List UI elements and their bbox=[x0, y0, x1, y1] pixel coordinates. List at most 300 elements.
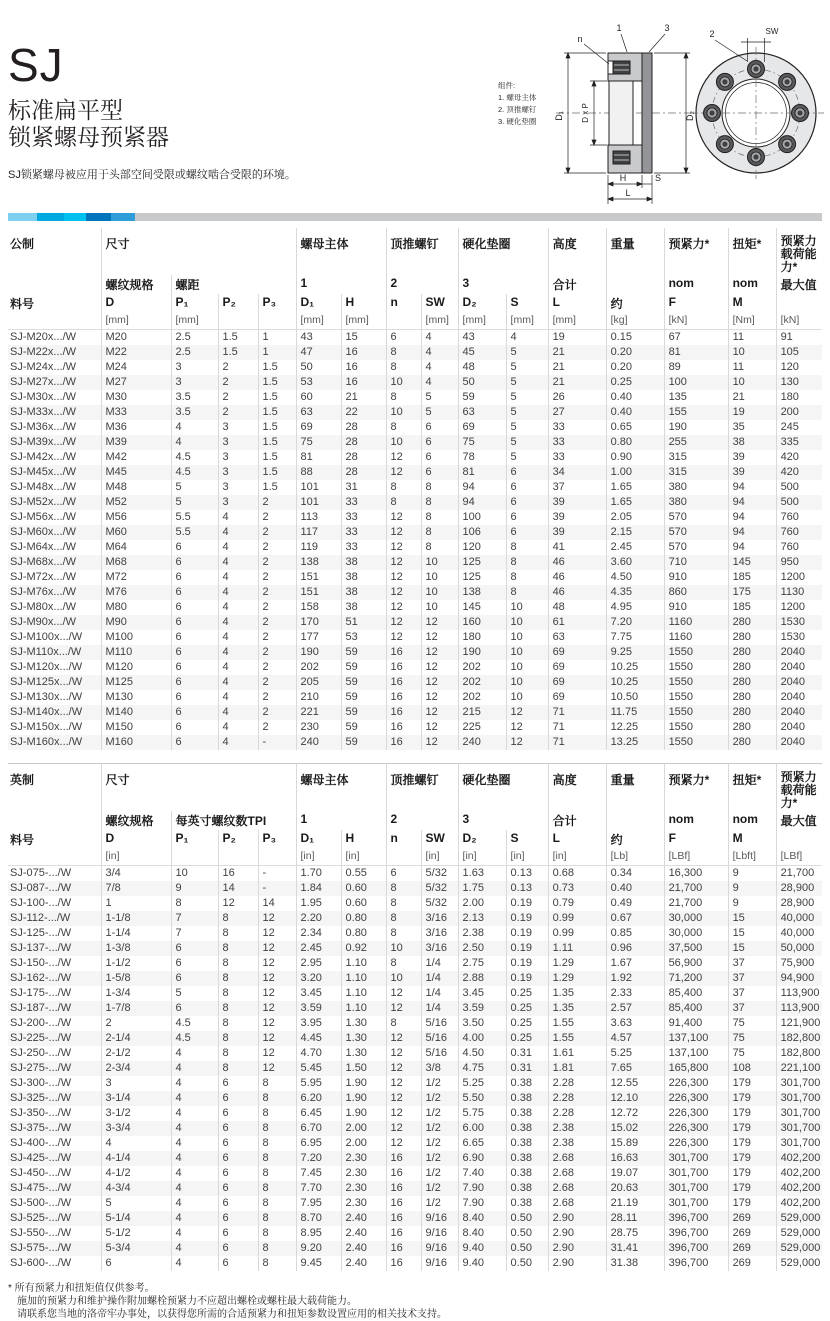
blank-cell bbox=[258, 849, 296, 866]
table-cell: 1.5 bbox=[258, 435, 296, 450]
table-cell: 2.90 bbox=[548, 1226, 606, 1241]
table-cell: 15 bbox=[728, 911, 776, 926]
table-cell: 1550 bbox=[664, 645, 728, 660]
table-cell: 12 bbox=[421, 645, 458, 660]
table-cell: 3 bbox=[218, 450, 258, 465]
table-cell: 10.25 bbox=[606, 660, 664, 675]
table-cell: 59 bbox=[341, 660, 386, 675]
table-cell: 2 bbox=[258, 510, 296, 525]
table-cell: 6.65 bbox=[458, 1136, 506, 1151]
table-cell: 12 bbox=[258, 1061, 296, 1076]
table-cell: M160 bbox=[101, 735, 171, 750]
table-cell: 37 bbox=[728, 1001, 776, 1016]
sub-nom-preload: nom bbox=[664, 811, 728, 830]
table-cell: 1/2 bbox=[421, 1091, 458, 1106]
table-cell: 8 bbox=[386, 345, 421, 360]
table-cell: 1550 bbox=[664, 735, 728, 750]
table-cell: 4 bbox=[506, 330, 548, 346]
table-cell: 8 bbox=[386, 881, 421, 896]
table-cell: 1530 bbox=[776, 615, 822, 630]
table-cell: 145 bbox=[728, 555, 776, 570]
table-cell: 12 bbox=[386, 1136, 421, 1151]
table-cell: 5 bbox=[506, 345, 548, 360]
product-description: SJ锁紧螺母被应用于头部空间受限或螺纹啮合受限的环境。 bbox=[8, 169, 296, 181]
table-cell: 315 bbox=[664, 465, 728, 480]
table-cell: 280 bbox=[728, 645, 776, 660]
table-cell: SJ-M140x.../W bbox=[10, 706, 83, 718]
callout-label-washer: 3 bbox=[664, 23, 670, 33]
table-cell: 4 bbox=[218, 675, 258, 690]
table-cell: 16 bbox=[386, 1166, 421, 1181]
table-cell: 2.57 bbox=[606, 1001, 664, 1016]
table-cell: 16 bbox=[218, 866, 258, 882]
table-cell: 9.40 bbox=[458, 1241, 506, 1256]
table-cell: 16 bbox=[341, 360, 386, 375]
table-cell: 4 bbox=[171, 1091, 218, 1106]
table-row bbox=[8, 435, 822, 450]
table-cell: 3-1/2 bbox=[101, 1106, 171, 1121]
table-cell: SJ-137-.../W bbox=[10, 942, 72, 954]
table-cell: 63 bbox=[458, 405, 506, 420]
table-cell: 106 bbox=[458, 525, 506, 540]
table-cell: 6 bbox=[171, 615, 218, 630]
table-cell: 6.20 bbox=[296, 1091, 341, 1106]
table-cell: 1.35 bbox=[548, 1001, 606, 1016]
table-cell: 9/16 bbox=[421, 1226, 458, 1241]
table-cell: 125 bbox=[458, 570, 506, 585]
table-cell: 0.13 bbox=[506, 866, 548, 882]
table-cell: 2.45 bbox=[296, 941, 341, 956]
table-row bbox=[8, 585, 822, 600]
table-row bbox=[8, 941, 822, 956]
table-cell: 5-3/4 bbox=[101, 1241, 171, 1256]
table-cell: 81 bbox=[458, 465, 506, 480]
table-cell: SJ-125-.../W bbox=[10, 927, 72, 939]
table-cell: 94 bbox=[458, 480, 506, 495]
group-size: 尺寸 bbox=[101, 228, 296, 275]
table-cell: 4 bbox=[218, 630, 258, 645]
table-cell: 8 bbox=[386, 420, 421, 435]
table-cell: M120 bbox=[101, 660, 171, 675]
table-cell: 6 bbox=[218, 1136, 258, 1151]
table-cell: 33 bbox=[548, 420, 606, 435]
table-cell: 221 bbox=[296, 705, 341, 720]
table-cell: 40,000 bbox=[776, 926, 822, 941]
table-cell: 11 bbox=[728, 360, 776, 375]
col-s: S bbox=[506, 830, 548, 849]
table-cell: 1200 bbox=[776, 600, 822, 615]
table-cell: 9.40 bbox=[458, 1256, 506, 1271]
table-cell: 5 bbox=[506, 420, 548, 435]
blank-cell bbox=[8, 275, 101, 294]
table-cell: 6 bbox=[506, 525, 548, 540]
table-cell: 14 bbox=[258, 896, 296, 911]
table-cell: 37 bbox=[728, 986, 776, 1001]
legend-item-nut-body: 1. 螺母主体 bbox=[498, 93, 537, 102]
table-cell: 7.70 bbox=[296, 1181, 341, 1196]
unit-weight: [kg] bbox=[606, 313, 664, 330]
table-row bbox=[8, 1106, 822, 1121]
table-cell: 2.13 bbox=[458, 911, 506, 926]
unit-h: [in] bbox=[341, 849, 386, 866]
table-cell: 1.5 bbox=[258, 480, 296, 495]
table-cell: 12 bbox=[386, 600, 421, 615]
table-cell: 15.89 bbox=[606, 1136, 664, 1151]
table-cell: 21 bbox=[548, 360, 606, 375]
table-cell: 16,300 bbox=[664, 866, 728, 882]
table-cell: 280 bbox=[728, 660, 776, 675]
group-capacity: 预紧力载荷能力* bbox=[776, 228, 822, 275]
table-cell: 34 bbox=[548, 465, 606, 480]
metric-unit-header-row bbox=[8, 313, 822, 330]
table-cell: 6 bbox=[171, 971, 218, 986]
table-cell: SJ-M39x.../W bbox=[10, 436, 77, 448]
table-cell: 6 bbox=[506, 510, 548, 525]
table-cell: 61 bbox=[548, 615, 606, 630]
table-cell: 63 bbox=[296, 405, 341, 420]
table-cell: 2.34 bbox=[296, 926, 341, 941]
table-cell: 0.34 bbox=[606, 866, 664, 882]
table-cell: 6 bbox=[506, 465, 548, 480]
imperial-table bbox=[8, 763, 822, 1271]
table-cell: 2.30 bbox=[341, 1166, 386, 1181]
table-cell: 69 bbox=[458, 420, 506, 435]
table-cell: 0.50 bbox=[506, 1226, 548, 1241]
table-cell: 0.31 bbox=[506, 1061, 548, 1076]
table-cell: 7.20 bbox=[606, 615, 664, 630]
table-cell: 12 bbox=[421, 615, 458, 630]
table-row bbox=[8, 675, 822, 690]
table-row bbox=[8, 1136, 822, 1151]
footnote-1: * 所有预紧力和扭矩值仅供参考。 bbox=[8, 1283, 155, 1294]
table-cell: 85,400 bbox=[664, 986, 728, 1001]
unit-d1: [mm] bbox=[296, 313, 341, 330]
blank-cell bbox=[218, 849, 258, 866]
table-cell: 12 bbox=[258, 1031, 296, 1046]
table-cell: 12 bbox=[386, 1046, 421, 1061]
table-cell: 2.50 bbox=[458, 941, 506, 956]
table-cell: M72 bbox=[101, 570, 171, 585]
table-cell: 1-1/4 bbox=[101, 926, 171, 941]
table-cell: 3/8 bbox=[421, 1061, 458, 1076]
table-cell: 5/16 bbox=[421, 1046, 458, 1061]
table-cell: 16 bbox=[341, 345, 386, 360]
col-m: M bbox=[728, 830, 776, 849]
table-cell: 151 bbox=[296, 585, 341, 600]
table-cell: 113,900 bbox=[776, 1001, 822, 1016]
col-d: D bbox=[101, 294, 171, 313]
imperial-group-header-row bbox=[8, 764, 822, 812]
table-cell: 8 bbox=[421, 510, 458, 525]
table-cell: 4 bbox=[218, 720, 258, 735]
table-cell: 2.95 bbox=[296, 956, 341, 971]
table-row bbox=[8, 525, 822, 540]
col-l: L bbox=[548, 830, 606, 849]
table-cell: 1.10 bbox=[341, 1001, 386, 1016]
table-cell: 19.07 bbox=[606, 1166, 664, 1181]
table-cell: 88 bbox=[296, 465, 341, 480]
table-cell: 4 bbox=[218, 525, 258, 540]
table-cell: 280 bbox=[728, 630, 776, 645]
table-cell: 2 bbox=[101, 1016, 171, 1031]
table-cell: 5 bbox=[171, 986, 218, 1001]
subtitle-line-1: 标准扁平型 bbox=[8, 97, 123, 123]
table-cell: SJ-425-.../W bbox=[10, 1152, 72, 1164]
table-cell: 8 bbox=[218, 1016, 258, 1031]
table-cell: 0.38 bbox=[506, 1121, 548, 1136]
nut-bore bbox=[609, 81, 633, 145]
table-cell: 101 bbox=[296, 495, 341, 510]
table-cell: 5 bbox=[506, 360, 548, 375]
table-row bbox=[8, 1241, 822, 1256]
table-cell: 4 bbox=[171, 1121, 218, 1136]
table-cell: 6 bbox=[171, 675, 218, 690]
table-cell: 8 bbox=[218, 941, 258, 956]
table-cell: 0.19 bbox=[506, 941, 548, 956]
table-cell: 46 bbox=[548, 555, 606, 570]
table-cell: 4 bbox=[171, 1211, 218, 1226]
table-cell: 255 bbox=[664, 435, 728, 450]
table-cell: 2.88 bbox=[458, 971, 506, 986]
table-cell: 4 bbox=[218, 705, 258, 720]
table-cell: 12 bbox=[258, 986, 296, 1001]
screw bbox=[779, 73, 796, 90]
table-cell: 11 bbox=[728, 330, 776, 346]
table-cell: 20.63 bbox=[606, 1181, 664, 1196]
table-cell: 12 bbox=[386, 510, 421, 525]
table-cell: 6 bbox=[421, 420, 458, 435]
table-row bbox=[8, 971, 822, 986]
dim-label-dxp: D x P bbox=[581, 103, 590, 123]
table-cell: 94 bbox=[728, 495, 776, 510]
table-cell: 38 bbox=[341, 585, 386, 600]
table-cell: SJ-500-.../W bbox=[10, 1197, 72, 1209]
table-cell: 5.75 bbox=[458, 1106, 506, 1121]
table-cell: 21 bbox=[548, 345, 606, 360]
table-cell: 5 bbox=[506, 390, 548, 405]
technical-drawing bbox=[488, 16, 830, 212]
table-cell: 10.50 bbox=[606, 690, 664, 705]
table-cell: 1/2 bbox=[421, 1166, 458, 1181]
table-cell: 6 bbox=[218, 1241, 258, 1256]
table-cell: 2.40 bbox=[341, 1226, 386, 1241]
imperial-symbol-header-row bbox=[8, 830, 822, 849]
table-cell: 402,200 bbox=[776, 1151, 822, 1166]
table-cell: 33 bbox=[548, 435, 606, 450]
table-cell: 2.30 bbox=[341, 1196, 386, 1211]
table-cell: 21,700 bbox=[664, 881, 728, 896]
table-cell: 8 bbox=[421, 480, 458, 495]
unit-d2: [in] bbox=[458, 849, 506, 866]
table-cell: SJ-225-.../W bbox=[10, 1032, 72, 1044]
table-cell: 75 bbox=[728, 1046, 776, 1061]
table-cell: 59 bbox=[341, 645, 386, 660]
table-row bbox=[8, 1166, 822, 1181]
table-cell: 15.02 bbox=[606, 1121, 664, 1136]
table-cell: 160 bbox=[458, 615, 506, 630]
col-p3: P₃ bbox=[258, 830, 296, 849]
sub-thread-spec: 螺纹规格 bbox=[101, 275, 171, 294]
table-cell: 41 bbox=[548, 540, 606, 555]
table-cell: 21,700 bbox=[664, 896, 728, 911]
table-cell: 28 bbox=[341, 420, 386, 435]
table-cell: 1.81 bbox=[548, 1061, 606, 1076]
table-cell: 12 bbox=[506, 705, 548, 720]
table-cell: 11.75 bbox=[606, 705, 664, 720]
table-cell: SJ-550-.../W bbox=[10, 1227, 72, 1239]
table-cell: 4 bbox=[171, 1181, 218, 1196]
table-cell: 1.35 bbox=[548, 986, 606, 1001]
table-cell: 50 bbox=[296, 360, 341, 375]
table-cell: 7.45 bbox=[296, 1166, 341, 1181]
table-cell: 71 bbox=[548, 705, 606, 720]
table-cell: 226,300 bbox=[664, 1136, 728, 1151]
table-cell: 39 bbox=[548, 495, 606, 510]
table-cell: 301,700 bbox=[776, 1136, 822, 1151]
table-cell: 1 bbox=[101, 896, 171, 911]
table-cell: 33 bbox=[548, 450, 606, 465]
table-cell: M52 bbox=[101, 495, 171, 510]
screw bbox=[792, 105, 809, 122]
table-cell: 6 bbox=[171, 570, 218, 585]
table-cell: 16 bbox=[386, 645, 421, 660]
table-cell: 2.5 bbox=[171, 330, 218, 346]
table-cell: 6 bbox=[218, 1091, 258, 1106]
table-cell: 202 bbox=[458, 690, 506, 705]
table-cell: 1550 bbox=[664, 675, 728, 690]
table-cell: 2.38 bbox=[458, 926, 506, 941]
table-cell: 380 bbox=[664, 480, 728, 495]
table-row bbox=[8, 866, 822, 882]
table-cell: 2.38 bbox=[548, 1121, 606, 1136]
table-cell: M150 bbox=[101, 720, 171, 735]
table-cell: 0.19 bbox=[506, 896, 548, 911]
table-cell: 1.55 bbox=[548, 1016, 606, 1031]
table-cell: 301,700 bbox=[776, 1106, 822, 1121]
table-cell: 301,700 bbox=[776, 1091, 822, 1106]
table-cell: 1.90 bbox=[341, 1106, 386, 1121]
table-cell: 2.28 bbox=[548, 1106, 606, 1121]
sub-thread-spec: 螺纹规格 bbox=[101, 811, 171, 830]
group-preload: 预紧力* bbox=[664, 764, 728, 812]
table-row bbox=[8, 720, 822, 735]
table-cell: 10 bbox=[728, 375, 776, 390]
table-cell: SJ-075-.../W bbox=[10, 867, 72, 879]
table-cell: 6 bbox=[101, 1256, 171, 1271]
table-cell: 1.70 bbox=[296, 866, 341, 882]
screw bbox=[748, 61, 765, 78]
table-cell: 2040 bbox=[776, 660, 822, 675]
table-cell: 1-1/8 bbox=[101, 911, 171, 926]
table-row bbox=[8, 615, 822, 630]
table-cell: - bbox=[258, 866, 296, 882]
unit-sw: [in] bbox=[421, 849, 458, 866]
table-cell: 3-1/4 bbox=[101, 1091, 171, 1106]
table-cell: SJ-112-.../W bbox=[10, 912, 71, 924]
table-cell: 85,400 bbox=[664, 1001, 728, 1016]
table-cell: 60 bbox=[296, 390, 341, 405]
sub-max: 最大值 bbox=[776, 811, 822, 830]
table-cell: 59 bbox=[341, 720, 386, 735]
table-cell: 0.20 bbox=[606, 360, 664, 375]
table-cell: 1-3/8 bbox=[101, 941, 171, 956]
table-cell: 12 bbox=[386, 1121, 421, 1136]
table-cell: M22 bbox=[101, 345, 171, 360]
table-cell: 75,900 bbox=[776, 956, 822, 971]
table-cell: 8 bbox=[386, 896, 421, 911]
table-cell: 0.55 bbox=[341, 866, 386, 882]
table-cell: SJ-M45x.../W bbox=[10, 466, 77, 478]
table-cell: 3.20 bbox=[296, 971, 341, 986]
table-cell: 47 bbox=[296, 345, 341, 360]
table-cell: 53 bbox=[296, 375, 341, 390]
table-cell: 12 bbox=[421, 630, 458, 645]
table-cell: 5 bbox=[421, 405, 458, 420]
table-cell: 185 bbox=[728, 600, 776, 615]
table-cell: 1.65 bbox=[606, 495, 664, 510]
table-cell: 28.75 bbox=[606, 1226, 664, 1241]
footnotes bbox=[8, 1282, 822, 1321]
table-cell: 2 bbox=[258, 630, 296, 645]
table-cell: 2 bbox=[218, 390, 258, 405]
table-cell: 6 bbox=[218, 1196, 258, 1211]
table-cell: 0.40 bbox=[606, 881, 664, 896]
table-cell: 100 bbox=[664, 375, 728, 390]
table-cell: 6 bbox=[218, 1211, 258, 1226]
table-cell: 225 bbox=[458, 720, 506, 735]
table-cell: 2040 bbox=[776, 735, 822, 750]
sub-item-2: 2 bbox=[386, 275, 458, 294]
table-cell: 4.75 bbox=[458, 1061, 506, 1076]
table-cell: 12 bbox=[386, 450, 421, 465]
table-cell: 8 bbox=[421, 525, 458, 540]
table-cell: 6 bbox=[171, 705, 218, 720]
table-cell: 4.5 bbox=[171, 450, 218, 465]
table-cell: 4 bbox=[101, 1136, 171, 1151]
table-cell: 3.60 bbox=[606, 555, 664, 570]
table-cell: 4 bbox=[171, 420, 218, 435]
table-cell: 2.05 bbox=[606, 510, 664, 525]
screw bbox=[748, 149, 765, 166]
sub-total: 合计 bbox=[548, 275, 606, 294]
table-cell: 5.5 bbox=[171, 510, 218, 525]
table-cell: 8 bbox=[506, 555, 548, 570]
table-cell: 0.99 bbox=[548, 926, 606, 941]
table-cell: 179 bbox=[728, 1076, 776, 1091]
table-cell: 200 bbox=[776, 405, 822, 420]
table-cell: 10 bbox=[506, 600, 548, 615]
table-cell: 9/16 bbox=[421, 1211, 458, 1226]
group-weight: 重量 bbox=[606, 764, 664, 812]
group-nut-body: 螺母主体 bbox=[296, 764, 386, 812]
table-cell: SJ-325-.../W bbox=[10, 1092, 72, 1104]
table-cell: 0.40 bbox=[606, 390, 664, 405]
table-cell: SJ-087-.../W bbox=[10, 882, 72, 894]
table-row bbox=[8, 956, 822, 971]
jack-screw-top bbox=[608, 61, 630, 74]
table-cell: 8 bbox=[258, 1181, 296, 1196]
table-cell: 8 bbox=[506, 585, 548, 600]
table-cell: 4.45 bbox=[296, 1031, 341, 1046]
unit-s: [mm] bbox=[506, 313, 548, 330]
sub-item-3: 3 bbox=[458, 811, 548, 830]
table-cell: 71 bbox=[548, 735, 606, 750]
table-cell: 4-3/4 bbox=[101, 1181, 171, 1196]
table-cell: 1.5 bbox=[258, 405, 296, 420]
table-row bbox=[8, 360, 822, 375]
table-cell: 4.95 bbox=[606, 600, 664, 615]
table-cell: 8 bbox=[258, 1091, 296, 1106]
